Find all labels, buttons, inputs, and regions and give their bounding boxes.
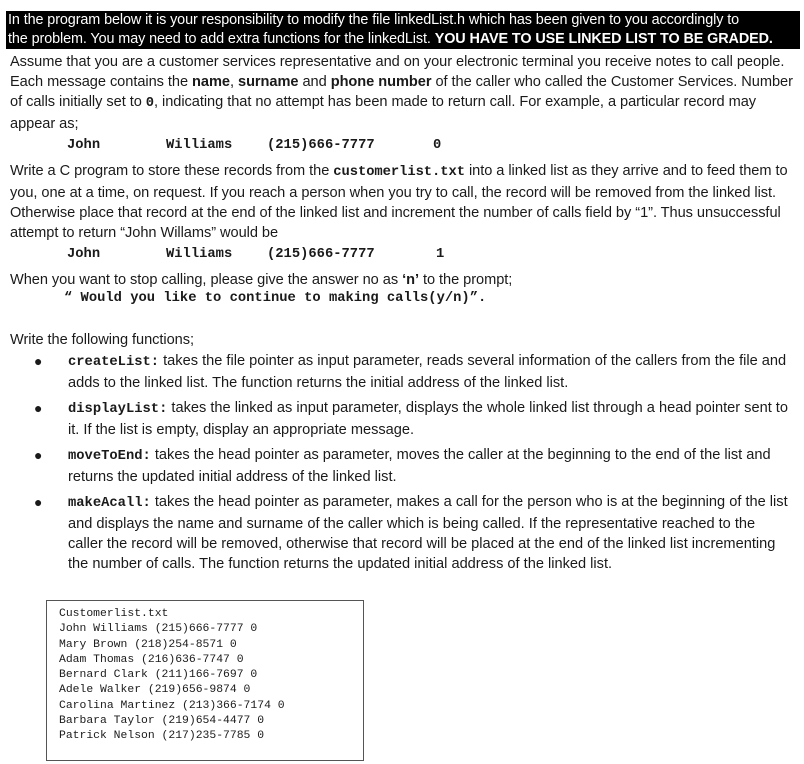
bullet-icon: ● xyxy=(34,400,43,416)
intro-phone-bold: phone number xyxy=(330,74,432,90)
intro-text-2: of the caller who called the Customer Services. Number of calls initially set to xyxy=(10,74,793,110)
intro-and: and xyxy=(298,74,331,90)
file-line: Barbara Taylor (219)654-4477 0 xyxy=(59,715,265,728)
file-line: Adele Walker (219)656-9874 0 xyxy=(59,684,251,697)
file-line: Mary Brown (218)254-8571 0 xyxy=(59,638,237,651)
bullet-icon: ● xyxy=(34,447,43,463)
stop-text: When you want to stop calling, please give the answer no as xyxy=(10,272,403,288)
intro-zero: 0 xyxy=(145,96,155,111)
intro-name-bold: name xyxy=(192,74,230,90)
function-name: createList: xyxy=(68,355,160,370)
file-line: Adam Thomas (216)636-7747 0 xyxy=(59,653,244,666)
record1-calls: 0 xyxy=(433,138,442,153)
record2-calls: 1 xyxy=(436,247,445,262)
function-list xyxy=(10,351,790,579)
banner-warning: YOU HAVE TO USE LINKED LIST TO BE GRADED. xyxy=(434,31,773,47)
function-item-movetoend xyxy=(10,445,790,487)
intro-text: Assume that you are a customer services representative and on your electronic terminal you receive notes to call people. Each message contains the xyxy=(10,54,785,90)
record2-phone: (215)666-7777 xyxy=(267,247,375,262)
function-item-createlist xyxy=(10,351,790,393)
bullet-icon: ● xyxy=(34,353,43,369)
banner-line-1: In the program below it is your responsibility to modify the file linkedList.h which has been given to you accordingly to xyxy=(8,12,740,28)
continue-prompt: “ Would you like to continue to making calls(y/n)”. xyxy=(64,291,487,306)
bullet-icon: ● xyxy=(34,494,43,510)
functions-intro: Write the following functions; xyxy=(10,332,194,348)
function-desc: takes the head pointer as parameter, makes a call for the person who is at the beginning of the list and displays the name and surname of the caller which is being called. If the representative reached to the caller the record will be removed, otherwise that record will be placed at the end of the linked list incrementing the number of calls. The function returns the updated initial address of the linked list. xyxy=(68,494,788,572)
file-line: Carolina Martinez (213)366-7174 0 xyxy=(59,699,285,712)
intro-surname-bold: surname xyxy=(238,74,299,90)
record2-last: Williams xyxy=(166,247,233,262)
file-line: Bernard Clark (211)166-7697 0 xyxy=(59,669,258,682)
record1-last: Williams xyxy=(166,138,233,153)
store-paragraph xyxy=(10,161,795,243)
record1-first: John xyxy=(67,138,101,153)
function-item-displaylist xyxy=(10,398,790,440)
record2-first: John xyxy=(67,247,101,262)
function-desc: takes the head pointer as parameter, moves the caller at the beginning to the end of the list and returns the updated initial address of the linked list. xyxy=(68,447,771,485)
banner-line-2 xyxy=(8,30,798,49)
intro-paragraph xyxy=(10,52,795,134)
para2-text: Write a C program to store these records from the xyxy=(10,163,334,179)
intro-sep: , xyxy=(229,74,238,90)
intro-text-3: , indicating that no attempt has been made to return call. For example, a particular record may appear as; xyxy=(10,94,757,132)
para2-text-2: into a linked list as they arrive and to feed them to you, one at a time, on request. If you reach a person when you try to call, the record will be removed from the linked list. Otherwise place that record at the end of the linked list and increment the number of calls field by “1”. Thus unsuccessful attempt to return “John Willams” would be xyxy=(10,163,788,241)
function-item-makeacall xyxy=(10,492,790,574)
stop-paragraph xyxy=(10,270,795,290)
stop-n: ‘n’ xyxy=(402,272,419,288)
customerlist-file-box xyxy=(46,600,364,761)
record1-phone: (215)666-7777 xyxy=(267,138,375,153)
file-line: John Williams (215)666-7777 0 xyxy=(59,623,258,636)
instruction-banner xyxy=(6,11,800,49)
para2-filename: customerlist.txt xyxy=(333,165,465,180)
file-line: Patrick Nelson (217)235-7785 0 xyxy=(59,730,265,743)
function-desc: takes the linked as input parameter, displays the whole linked list through a head pointer sent to it. If the list is empty, display an appropriate message. xyxy=(68,400,788,438)
banner-line-2-text: the problem. You may need to add extra functions for the linkedList. xyxy=(8,31,435,47)
function-name: moveToEnd: xyxy=(68,449,151,464)
stop-text-2: to the prompt; xyxy=(418,272,513,288)
function-name: makeAcall: xyxy=(68,496,151,511)
file-title: Customerlist.txt xyxy=(59,608,169,620)
function-name: displayList: xyxy=(68,402,168,417)
function-desc: takes the file pointer as input parameter, reads several information of the callers from the file and adds to the linked list. The function returns the initial address of the linked list. xyxy=(68,353,787,391)
